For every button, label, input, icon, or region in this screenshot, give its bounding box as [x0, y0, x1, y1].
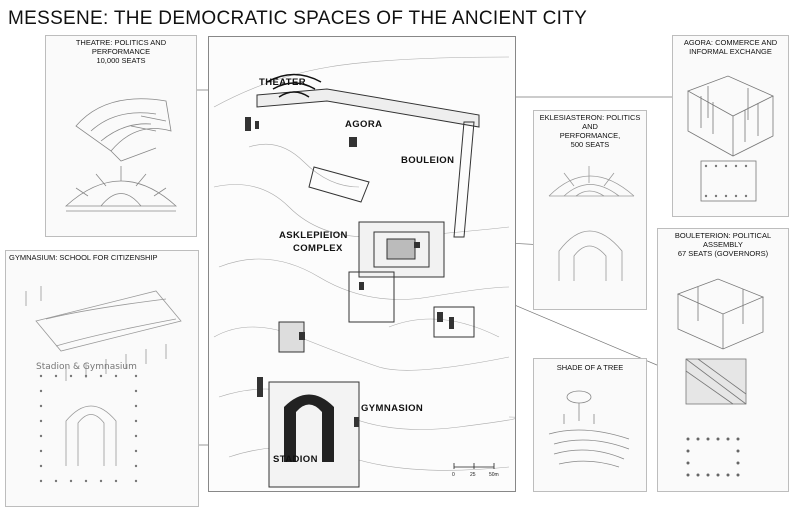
scale-zero: 0 — [452, 472, 455, 478]
bouleterion-panel — [657, 228, 789, 492]
ekklesiasterion-caption-line1: EKLESIASTERON: POLITICS AND — [539, 113, 641, 131]
bouleterion-caption-line1: BOULETERION: POLITICAL — [674, 231, 772, 240]
agora-caption-line1: AGORA: COMMERCE AND — [683, 38, 778, 47]
ekklesiasterion-panel — [533, 110, 647, 310]
gymnasium-caption-line1: GYMNASIUM: SCHOOL FOR CITIZENSHIP — [9, 253, 158, 262]
gymnasium-sketch — [6, 251, 198, 506]
ekklesiasterion-caption-line3: 500 SEATS — [570, 140, 610, 149]
site-plan-drawing — [209, 37, 515, 491]
theatre-panel — [45, 35, 197, 237]
site-map — [208, 36, 516, 492]
bouleterion-caption-line3: 67 SEATS (GOVERNORS) — [677, 249, 769, 258]
bouleterion-sketch — [658, 229, 788, 491]
agora-panel — [672, 35, 789, 217]
page-title: MESSENE: THE DEMOCRATIC SPACES OF THE ANCIENT CITY — [8, 8, 588, 29]
map-label-stadion: STADION — [273, 454, 318, 465]
gymnasium-sketch-note: Stadion & Gymnasium — [36, 362, 137, 372]
gymnasium-panel — [5, 250, 199, 507]
shade-caption: SHADE OF A TREE — [556, 363, 624, 372]
theatre-sketch — [46, 36, 196, 236]
theatre-caption-line1: THEATRE: POLITICS AND PERFORMANCE — [75, 38, 167, 56]
ekklesiasterion-sketch — [534, 111, 646, 309]
map-label-gymnasion: GYMNASION — [361, 403, 424, 414]
scale-mid: 25 — [470, 472, 476, 478]
ekklesiasterion-caption-line2: PERFORMANCE, — [559, 131, 621, 140]
map-label-complex: COMPLEX — [293, 243, 343, 254]
theatre-caption-line2: 10,000 SEATS — [96, 56, 146, 65]
map-label-bouleion: BOULEION — [401, 155, 455, 166]
tree-sketch — [534, 359, 646, 491]
map-label-theater: THEATER — [259, 77, 306, 88]
shade-of-tree-panel — [533, 358, 647, 492]
agora-caption-line2: INFORMAL EXCHANGE — [689, 47, 772, 56]
agora-sketch — [673, 36, 788, 216]
bouleterion-caption-line2: ASSEMBLY — [703, 240, 743, 249]
map-label-agora: AGORA — [345, 119, 383, 130]
map-label-asklepieion: ASKLEPIEION — [279, 230, 348, 241]
scale-end: 50m — [489, 472, 499, 478]
